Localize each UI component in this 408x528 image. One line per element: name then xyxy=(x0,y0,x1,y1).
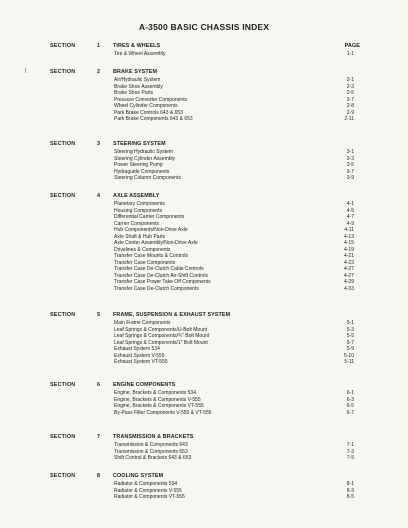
entry-text: Park Brake Controls 643 & 653 xyxy=(114,109,183,116)
entry-text: Exhaust System 534 xyxy=(114,346,160,352)
entry-text: Transmission & Components 653 xyxy=(114,448,188,455)
entry-page-number: 6-7 xyxy=(346,409,354,416)
index-entry[interactable] xyxy=(114,359,354,366)
page-column-label: PAGE xyxy=(344,43,360,49)
section-items xyxy=(114,481,354,501)
entry-page-number: 4-11 xyxy=(344,227,354,233)
entry-page-number: 3-3 xyxy=(346,155,354,162)
entry-page-number: 8-1 xyxy=(346,481,354,487)
entry-page-number: 6-3 xyxy=(346,396,354,403)
section-label: SECTION xyxy=(50,434,76,440)
section-title: AXLE ASSEMBLY xyxy=(113,193,160,199)
entry-text: Transfer Case De-Clutch Air-Shift Controls xyxy=(114,272,209,279)
entry-page-number: 4-29 xyxy=(343,279,354,285)
section-items xyxy=(114,390,354,416)
entry-text: Transfer Case De-Clutch Cable Controls xyxy=(114,266,204,272)
entry-text: Hydraguide Components xyxy=(114,168,170,175)
section-items xyxy=(114,77,354,123)
section-items xyxy=(114,442,354,462)
index-entry[interactable] xyxy=(114,51,354,58)
entry-page-number: 4-15 xyxy=(343,240,354,246)
entry-text: Planetary Components xyxy=(114,201,165,207)
index-entry[interactable] xyxy=(114,494,354,501)
entry-page-number: 2-11 xyxy=(344,116,354,122)
entry-page-number: 5-1 xyxy=(346,320,354,326)
entry-text: Steering Hydraulic System xyxy=(114,149,173,155)
entry-text: Transfer Case Components xyxy=(114,259,176,266)
entry-text: Exhaust System VT-555 xyxy=(114,359,168,365)
section-number: 6 xyxy=(97,382,100,388)
section-label: SECTION xyxy=(50,43,76,49)
entry-text: Transfer Case De-Clutch Components xyxy=(114,285,199,292)
entry-text: Radiator & Components 534 xyxy=(114,481,178,487)
entry-page-number: 8-3 xyxy=(346,487,354,494)
entry-page-number: 4-21 xyxy=(343,253,354,259)
entry-page-number: 7-3 xyxy=(346,448,354,455)
entry-page-number: 3-1 xyxy=(346,149,354,155)
section-number: 1 xyxy=(97,43,100,49)
entry-text: Leaf Springs & Components/U-Bolt Mount xyxy=(114,326,208,333)
entry-page-number: 2-3 xyxy=(346,83,354,90)
section-title: FRAME, SUSPENSION & EXHAUST SYSTEM xyxy=(113,312,231,318)
section-title: TRANSMISSION & BRACKETS xyxy=(113,434,194,440)
entry-text: Engine, Brackets & Components 534 xyxy=(114,390,196,396)
entry-text: Drivelines & Components xyxy=(114,246,171,253)
entry-text: Exhaust System V-555 xyxy=(114,352,165,359)
entry-text: Transfer Case Power Take Off Components xyxy=(114,279,211,285)
entry-text: Steering Column Components xyxy=(114,175,181,181)
entry-page-number: 2-8 xyxy=(346,103,354,109)
entry-text: Wheel Cylinder Components xyxy=(114,103,178,109)
entry-text: Air/Hydraulic System xyxy=(114,77,161,83)
entry-page-number: 4-27 xyxy=(343,266,354,272)
entry-text: Axle Shaft & Hub Parts xyxy=(114,233,166,240)
section-number: 3 xyxy=(97,141,100,147)
entry-page-number: 6-5 xyxy=(346,403,354,409)
entry-text: Pressure Converter Components xyxy=(114,96,188,103)
entry-page-number: 7-5 xyxy=(346,455,354,461)
entry-text: Brake Shoe Parts xyxy=(114,90,154,96)
entry-page-number: 4-27 xyxy=(343,272,354,279)
entry-page-number: 5-11 xyxy=(344,359,354,365)
entry-text: Power Steering Pump xyxy=(114,162,163,168)
entry-text: Main Frame Components xyxy=(114,320,171,326)
entry-text: Carrier Components xyxy=(114,220,160,227)
section-number: 7 xyxy=(97,434,100,440)
entry-page-number: 4-1 xyxy=(346,201,354,207)
entry-text: Transfer Case Mounts & Controls xyxy=(114,253,189,259)
section-number: 4 xyxy=(97,193,100,199)
page-title: A-3500 BASIC CHASSIS INDEX xyxy=(138,22,270,32)
entry-page-number: 4-19 xyxy=(343,246,354,253)
section-label: SECTION xyxy=(50,69,76,75)
section-label: SECTION xyxy=(50,312,76,318)
entry-page-number: 5-9 xyxy=(346,346,354,352)
entry-text: Radiator & Components V-555 xyxy=(114,487,182,494)
entry-page-number: 1-1 xyxy=(346,51,354,57)
entry-page-number: 5-5 xyxy=(346,333,354,339)
entry-page-number: 3-5 xyxy=(346,162,354,168)
entry-page-number: 5-7 xyxy=(346,339,354,346)
entry-page-number: 6-1 xyxy=(346,390,354,396)
entry-text: Steering Cylinder Assembly xyxy=(114,155,176,162)
entry-text: Leaf Springs & Components/¾" Bolt Mount xyxy=(114,333,210,339)
entry-page-number: 7-1 xyxy=(346,442,354,448)
entry-text: By-Pass Filter Components V-555 & VT-555 xyxy=(114,409,212,416)
entry-page-number: 4-13 xyxy=(343,233,354,240)
section-label: SECTION xyxy=(50,382,76,388)
entry-page-number: 2-7 xyxy=(346,96,354,103)
section-number: 8 xyxy=(97,473,100,479)
entry-page-number: 5-10 xyxy=(343,352,354,359)
section-number: 2 xyxy=(97,69,100,75)
entry-text: Leaf Springs & Components/1" Bolt Mount xyxy=(114,339,208,346)
entry-page-number: 8-5 xyxy=(346,494,354,500)
section-label: SECTION xyxy=(50,473,76,479)
section-items xyxy=(114,149,354,182)
entry-text: Engine, Brackets & Components VT-555 xyxy=(114,403,204,409)
section-number: 5 xyxy=(97,312,100,318)
entry-page-number: 2-1 xyxy=(346,77,354,83)
entry-page-number: 2-5 xyxy=(346,90,354,96)
entry-text: Radiator & Components VT-555 xyxy=(114,494,185,500)
section-label: SECTION xyxy=(50,141,76,147)
entry-text: Engine, Brackets & Components V-555 xyxy=(114,396,201,403)
entry-page-number: 4-33 xyxy=(343,285,354,292)
section-items xyxy=(114,51,354,58)
entry-text: Differential Carrier Components xyxy=(114,214,185,220)
entry-text: Axle Center Assembly/Non-Drive Axle xyxy=(114,240,198,246)
index-entry[interactable] xyxy=(114,286,354,293)
section-title: BRAKE SYSTEM xyxy=(113,69,158,75)
index-entry[interactable] xyxy=(114,455,354,462)
margin-mark xyxy=(25,68,26,73)
section-title: ENGINE COMPONENTS xyxy=(113,382,176,388)
entry-text: Tire & Wheel Assembly xyxy=(114,51,166,57)
entry-text: Brake Shoe Assembly xyxy=(114,83,163,90)
entry-text: Shift Control & Brackets 643 & 653 xyxy=(114,455,192,461)
entry-page-number: 4-7 xyxy=(346,214,354,220)
index-entry[interactable] xyxy=(114,410,354,417)
entry-page-number: 3-9 xyxy=(346,175,354,181)
entry-page-number: 4-23 xyxy=(343,259,354,266)
section-items xyxy=(114,320,354,366)
entry-text: Hub Components/Non-Drive Axle xyxy=(114,227,188,233)
entry-page-number: 5-3 xyxy=(346,326,354,333)
entry-page-number: 4-5 xyxy=(346,207,354,214)
entry-page-number: 2-9 xyxy=(346,109,354,116)
entry-page-number: 4-9 xyxy=(346,220,354,227)
section-items xyxy=(114,201,354,292)
section-title: TIRES & WHEELS xyxy=(113,43,161,49)
index-entry[interactable] xyxy=(114,116,354,123)
section-label: SECTION xyxy=(50,193,76,199)
index-entry[interactable] xyxy=(114,175,354,182)
entry-text: Housing Components xyxy=(114,207,163,214)
section-title: STEERING SYSTEM xyxy=(113,141,166,147)
section-title: COOLING SYSTEM xyxy=(113,473,164,479)
entry-text: Park Brake Components 643 & 653 xyxy=(114,116,193,122)
entry-text: Transmission & Components 643 xyxy=(114,442,188,448)
entry-page-number: 3-7 xyxy=(346,168,354,175)
